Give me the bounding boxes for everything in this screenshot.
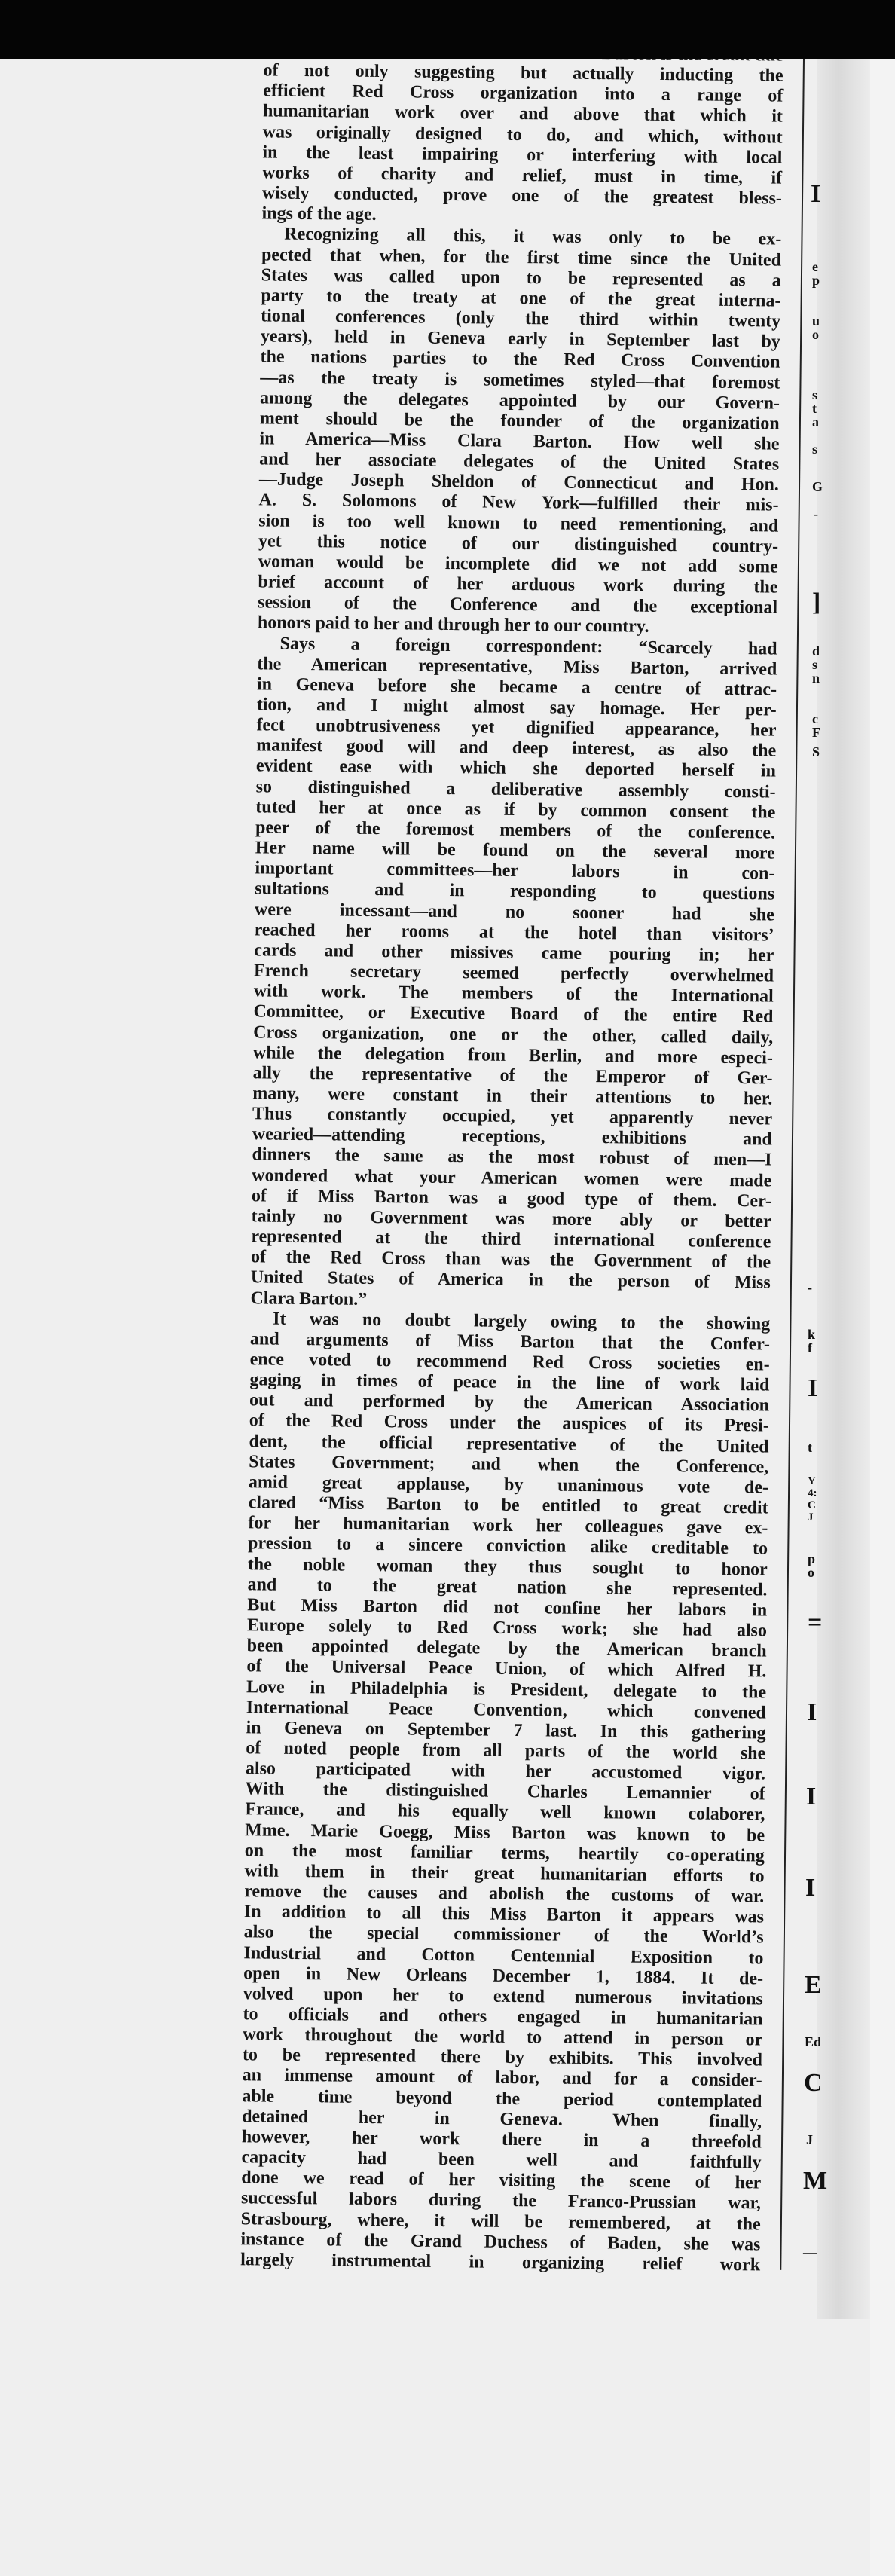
fragment-text: t [808, 1440, 812, 1455]
article-text-line: With the distinguished Charles Lemannier of [245, 1779, 765, 1804]
article-text-line: Love in Philadelphia is President, delegate to the [246, 1676, 767, 1702]
article-text-line: with work. The members of the International [253, 981, 774, 1007]
article-text-line: manifest good will and deep interest, as also the [256, 735, 777, 761]
article-text-line: while the delegation from Berlin, and more especi- [252, 1042, 774, 1068]
article-text-line: remove the causes and abolish the customs of war. [244, 1881, 765, 1907]
article-text-line: wondered what your American women were made [252, 1165, 772, 1191]
article-text-line: detained her in Geneva. When finally, [242, 2107, 762, 2132]
article-text-line: woman would be incomplete did we not add some [258, 552, 778, 577]
article-text-line: tional conferences (only the third within twenty [261, 306, 781, 332]
article-text-line: of the Red Cross than was the Government of the [250, 1247, 771, 1273]
article-text-line: of not only suggesting but actually inducting the [263, 60, 784, 86]
article-text-line: amid great applause, by unanimous vote de- [248, 1472, 769, 1498]
article-text-line: Says a foreign correspondent: “Scarcely had [279, 634, 777, 659]
article-text-line: in America—Miss Clara Barton. How well she [259, 429, 780, 454]
article-text-line: A. S. Solomons of New York—fulfilled their mis- [258, 490, 779, 516]
fragment-text: I [807, 1698, 817, 1726]
article-text-line: of the Red Cross under the auspices of its Presi- [249, 1410, 769, 1436]
fragment-text: J [806, 2132, 813, 2147]
article-text-line: the noble woman they thus sought to honor [247, 1554, 768, 1580]
article-text-line: dent, the official representative of the United [249, 1431, 769, 1457]
article-text-line: evident ease with which she deported herself in [255, 756, 777, 782]
article-text-line: also participated with her accustomed vigor. [245, 1759, 766, 1784]
paper-fold-shadow [817, 59, 870, 2319]
article-text-line: sultations and in responding to questions [255, 879, 775, 904]
scan-black-border [0, 0, 895, 59]
article-text-line: were incessant—and no sooner had she [254, 899, 775, 925]
article-text-line: many, were constant in their attentions to her. [252, 1083, 773, 1109]
article-text-line: and her associate delegates of the United States [259, 449, 780, 475]
fragment-text: G [812, 479, 823, 494]
article-text-line: States was called upon to be represented as a [261, 265, 781, 291]
article-text-line: able time beyond the period contemplated [242, 2086, 762, 2112]
article-text-line: on the most familiar terms, heartily co-operating [244, 1841, 765, 1866]
article-text-line: in Geneva on September 7 last. In this gathering [246, 1718, 766, 1743]
article-text-line: Committee, or Executive Board of the entire Red [253, 1001, 774, 1027]
article-text-line: honors paid to her and through her to our country. [257, 613, 649, 637]
fragment-text: M [803, 2167, 828, 2195]
fragment-text: c F [812, 711, 820, 740]
article-text-line: however, her work there in a threefold [241, 2127, 762, 2153]
article-text-line: of if Miss Barton was a good type of them. Cer- [251, 1186, 772, 1212]
article-text-line: cards and other missives came pouring in; her [254, 940, 774, 966]
article-text-line: Recognizing all this, it was only to be ex- [284, 225, 782, 250]
article-text-line: years), held in Geneva early in September last by [260, 326, 780, 352]
article-text-line: of noted people from all parts of the world she [246, 1738, 766, 1764]
article-text-line: work throughout the world to attend in person or [243, 2024, 763, 2050]
article-text-line: in Geneva before she became a centre of attrac- [256, 674, 777, 700]
article-text-line: brief account of her arduous work during the [258, 572, 778, 597]
fragment-text: e p [812, 259, 820, 288]
fragment-text: — [803, 2244, 817, 2260]
article-text-line: ment should be the founder of the organization [259, 408, 780, 434]
article-text-line: French secretary seemed perfectly overwhelmed [253, 961, 774, 986]
fragment-text: d s n [812, 643, 820, 686]
article-text-line: reached her rooms at the hotel than visitors’ [254, 920, 774, 946]
article-text-line: clared “Miss Barton to be entitled to great credit [248, 1493, 768, 1518]
article-text-line: Cross organization, one or the other, called daily, [253, 1022, 774, 1048]
article-text-line: peer of the foremost members of the conference. [255, 817, 776, 843]
fragment-text: S [812, 744, 820, 759]
article-text-line: States Government; and when the Conference, [249, 1452, 769, 1477]
article-text-line: wisely conducted, prove one of the greatest bless- [261, 183, 782, 209]
article-text-line: International Peace Convention, which convened [246, 1697, 766, 1723]
article-text-line: United States of America in the person of Miss [250, 1267, 771, 1293]
article-text-line: party to the treaty at one of the great interna- [261, 286, 781, 311]
article-text-line: ings of the age. [261, 203, 377, 225]
fragment-text: Y 4: C J [808, 1475, 817, 1523]
article-text-line: humanitarian work over and above that which it [262, 101, 784, 127]
article-text-line: been appointed delegate by the American branch [246, 1636, 767, 1661]
fragment-text: I [811, 180, 821, 208]
article-text-line: capacity had been well and faithfully [241, 2147, 762, 2173]
fragment-text: E [805, 1971, 822, 1999]
article-text-line: was originally designed to do, and which, without [262, 122, 783, 148]
fragment-text: I [806, 1783, 817, 1811]
article-text-line: wearied—attending receptions, exhibitions and [252, 1124, 772, 1150]
article-text-line: Her name will be found on the several more [255, 838, 775, 863]
article-text-line: dinners the same as the most robust of men—I [252, 1144, 772, 1170]
article-text-line: ally the representative of the Emperor of Ger- [252, 1063, 773, 1089]
article-text-line: tainly no Government was more ably or better [251, 1206, 771, 1232]
article-text-line: an immense amount of labor, and for a consider- [242, 2065, 762, 2091]
article-text-line: volved upon her to extend numerous invitations [243, 1984, 763, 2009]
article-text-line: largely instrumental in organizing relief work [240, 2250, 761, 2275]
fragment-text: u o [812, 313, 820, 342]
article-text-line: gaging in times of peace in the line of work laid [249, 1370, 770, 1395]
article-text-line: yet this notice of our distinguished country- [258, 531, 779, 557]
article-text-line: Strasbourg, where, it will be remembered, at the [240, 2208, 761, 2235]
article-text-line: done we read of her visiting the scene of her [241, 2168, 762, 2193]
article-text-line: with them in their great humanitarian efforts to [244, 1861, 765, 1887]
article-text-line: out and performed by the American Association [249, 1390, 770, 1416]
article-text-line: Industrial and Cotton Centennial Exposition to [243, 1942, 764, 1969]
article-text-line: —Judge Joseph Sheldon of Connecticut and Hon. [258, 469, 780, 495]
article-text-line: efficient Red Cross organization into a range of [263, 81, 784, 106]
fragment-text: C [804, 2069, 823, 2097]
article-text-line: tion, and I might almost say homage. Her per- [256, 695, 777, 720]
article-text-line: In addition to all this Miss Barton it appears was [243, 1902, 765, 1927]
article-text-line: —as the treaty is sometimes styled—that foremost [260, 367, 780, 393]
article-text-line: tuted her at once as if by common consent the [255, 797, 776, 823]
fragment-text: p o [808, 1551, 816, 1580]
fragment-text: s t a [812, 387, 819, 429]
article-text-line: so distinguished a deliberative assembly consti- [255, 776, 776, 802]
article-text-line: Mme. Marie Goegg, Miss Barton was known to be [245, 1820, 765, 1846]
fragment-text: - [808, 1280, 812, 1295]
article-text-line: and arguments of Miss Barton that the Confer- [249, 1329, 771, 1355]
fragment-text: - [814, 506, 818, 521]
fragment-text: ] [812, 588, 821, 616]
article-text-line: in the least impairing or interfering with local [262, 142, 783, 168]
fragment-text: s [812, 442, 818, 457]
article-text-line: successful labors during the Franco-Prussian war, [240, 2188, 762, 2214]
article-text-line: to be represented there by exhibits. This involved [242, 2045, 763, 2070]
article-text-line: Clara Barton.” [250, 1288, 368, 1309]
article-text-line: France, and his equally well known colaborer, [245, 1799, 765, 1825]
fragment-text: I [805, 1874, 816, 1902]
article-text-line: Europe solely to Red Cross work; she had also [246, 1615, 768, 1641]
fragment-text: = [808, 1609, 823, 1636]
article-text-line: But Miss Barton did not confine her labors in [247, 1595, 768, 1621]
fragment-text: Ed [805, 2034, 822, 2049]
column-rule [780, 59, 805, 2270]
article-text-line: to officials and others engaged in humanitarian [243, 2004, 763, 2030]
article-text-line: session of the Conference and the exceptional [258, 592, 778, 618]
article-text-line: pression to a sincere conviction alike creditable to [247, 1533, 768, 1559]
article-column [240, 40, 784, 2275]
fragment-text: I [808, 1374, 818, 1402]
article-text-line: It was no doubt largely owing to the showing [273, 1309, 771, 1334]
article-text-line: instance of the Grand Duchess of Baden, she was [240, 2229, 761, 2255]
article-text-line: Thus constantly occupied, yet apparently never [252, 1104, 773, 1129]
article-text-line: represented at the third international conference [251, 1227, 771, 1252]
article-text-line: open in New Orleans December 1, 1884. It de- [243, 1963, 764, 1989]
article-text-line: of the Universal Peace Union, of which Alfred H. [246, 1656, 767, 1682]
paper-edge [870, 59, 895, 2576]
article-text-line: and to the great nation she represented. [247, 1574, 768, 1600]
article-text-line: fect unobtrusiveness yet dignified appearance, her [256, 715, 777, 741]
article-text-line: works of charity and relief, must in time, if [262, 163, 783, 188]
article-text-line: among the delegates appointed by our Govern- [259, 388, 780, 414]
article-text-line: the American representative, Miss Barton, arrived [257, 654, 777, 680]
article-text-line: sion is too well known to need rementioning, and [258, 510, 779, 536]
article-text-line: for her humanitarian work her colleagues gave ex- [248, 1513, 768, 1539]
article-text-line: pected that when, for the first time since the United [261, 244, 782, 270]
article-text-line: ence voted to recommend Red Cross societies en- [249, 1349, 770, 1375]
fragment-text: k f [808, 1327, 816, 1355]
article-text-line: also the special commissioner of the World’s [243, 1922, 764, 1948]
article-text-line: important committees—her labors in con- [255, 858, 775, 884]
article-text-line: the nations parties to the Red Cross Convention [260, 347, 780, 372]
